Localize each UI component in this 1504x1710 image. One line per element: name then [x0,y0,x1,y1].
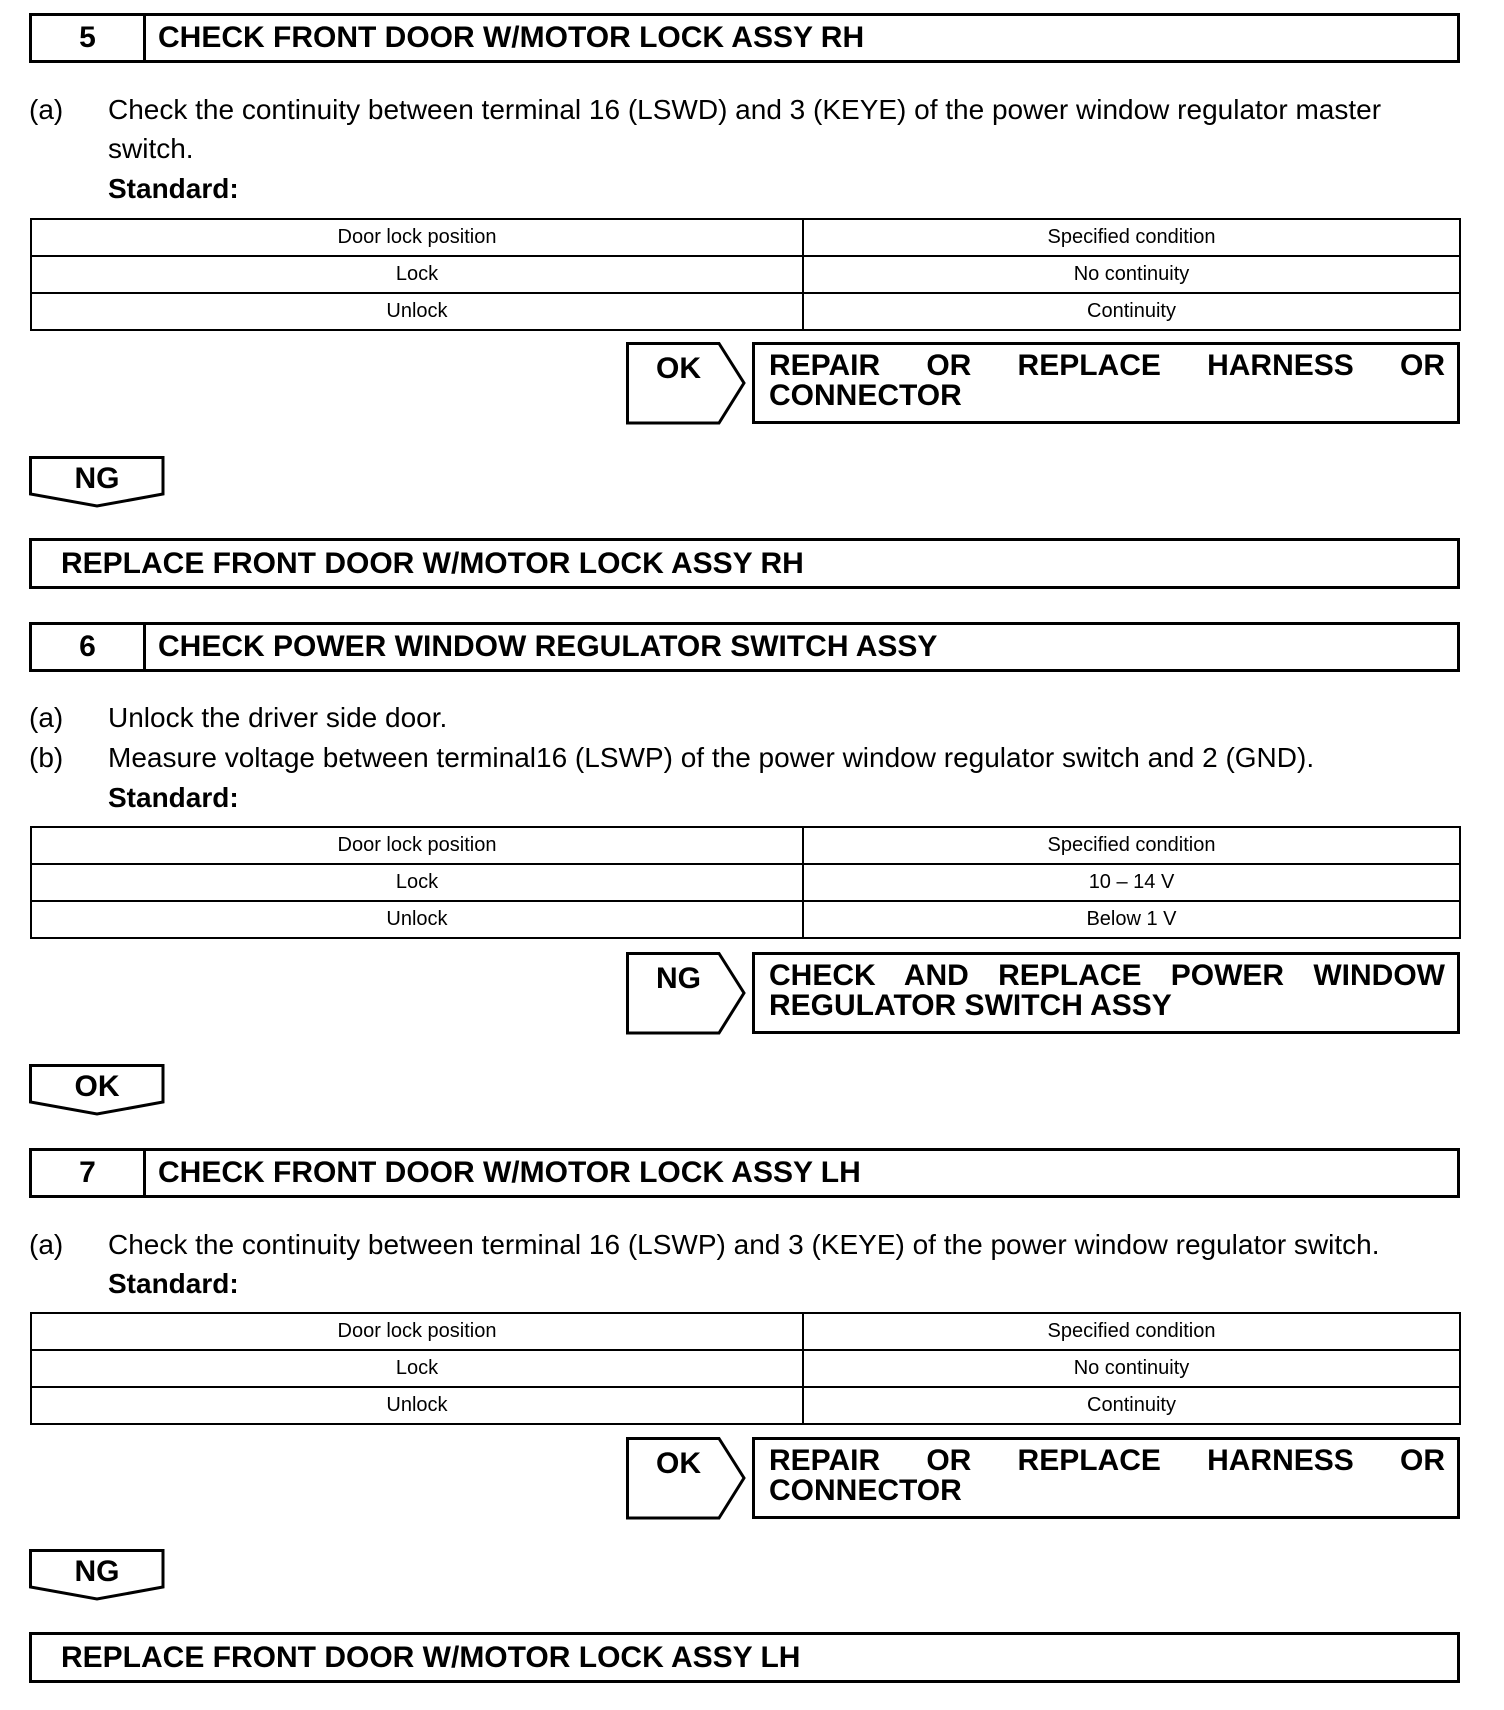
instruction-text: Check the continuity between terminal 16 (LSWD) and 3 (KEYE) of the power window regulator master [108,94,1382,125]
table-header-row [31,1313,1460,1350]
step-6-header [29,622,1460,672]
spec-table [30,218,1461,331]
table-cell: Continuity [803,293,1460,330]
table-cell: Unlock [31,901,803,938]
instruction-text-continued: switch. [108,133,194,164]
table-header: Door lock position [31,1313,803,1350]
step-number: 7 [32,1151,146,1195]
final-action-box: REPLACE FRONT DOOR W/MOTOR LOCK ASSY LH [29,1632,1460,1683]
branch-label: OK [656,1447,701,1480]
instruction-label: (a) [29,1229,64,1260]
continue-arrow-ok [29,1064,165,1116]
continue-arrow-ng [29,1549,165,1601]
standard-label: Standard: [108,173,239,204]
branch-result-box: CHECK AND REPLACE POWER WINDOW REGULATOR SWITCH ASSY [752,952,1460,1034]
table-row [31,901,1460,938]
step-7-header [29,1148,1460,1198]
table-header: Door lock position [31,219,803,256]
table-cell: Lock [31,1350,803,1387]
table-cell: 10 – 14 V [803,864,1460,901]
spec-table [30,1312,1461,1425]
standard-label: Standard: [108,782,239,813]
table-cell: Continuity [803,1387,1460,1424]
table-row [31,293,1460,330]
standard-label: Standard: [108,1268,239,1299]
table-header: Specified condition [803,1313,1460,1350]
step-number: 5 [32,16,146,60]
table-header: Door lock position [31,827,803,864]
branch-result-box: REPAIR OR REPLACE HARNESS OR CONNECTOR [752,1437,1460,1519]
table-row [31,1350,1460,1387]
branch-label: NG [656,962,701,995]
table-cell: Unlock [31,293,803,330]
table-header-row [31,827,1460,864]
branch-arrow-ng [626,952,746,1034]
table-header: Specified condition [803,219,1460,256]
instruction-text: Measure voltage between terminal16 (LSWP) of the power window regulator switch and 2 (GND). [108,742,1315,773]
instruction-text: Unlock the driver side door. [108,702,448,733]
branch-label: OK [656,352,701,385]
table-header-row [31,219,1460,256]
table-header: Specified condition [803,827,1460,864]
branch-result-box: REPAIR OR REPLACE HARNESS OR CONNECTOR [752,342,1460,424]
instruction-text: Check the continuity between terminal 16 (LSWP) and 3 (KEYE) of the power window regulator switch. [108,1229,1380,1260]
branch-arrow-ok [626,342,746,424]
step-title: CHECK FRONT DOOR W/MOTOR LOCK ASSY RH [158,21,865,54]
continue-label: NG [74,462,120,495]
table-cell: No continuity [803,256,1460,293]
table-row [31,1387,1460,1424]
table-cell: Lock [31,256,803,293]
instruction-label: (a) [29,702,64,733]
table-cell: No continuity [803,1350,1460,1387]
step-5-header [29,13,1460,63]
table-cell: Unlock [31,1387,803,1424]
step-title: CHECK POWER WINDOW REGULATOR SWITCH ASSY [158,630,938,663]
continue-label: NG [74,1555,120,1588]
table-row [31,864,1460,901]
table-cell: Below 1 V [803,901,1460,938]
branch-arrow-ok [626,1437,746,1519]
instruction-label: (a) [29,94,64,125]
step-title: CHECK FRONT DOOR W/MOTOR LOCK ASSY LH [158,1156,861,1189]
table-row [31,256,1460,293]
final-action-box: REPLACE FRONT DOOR W/MOTOR LOCK ASSY RH [29,538,1460,589]
step-number: 6 [32,625,146,669]
instruction-label: (b) [29,742,64,773]
table-cell: Lock [31,864,803,901]
spec-table [30,826,1461,939]
continue-label: OK [74,1070,120,1103]
continue-arrow-ng [29,456,165,508]
